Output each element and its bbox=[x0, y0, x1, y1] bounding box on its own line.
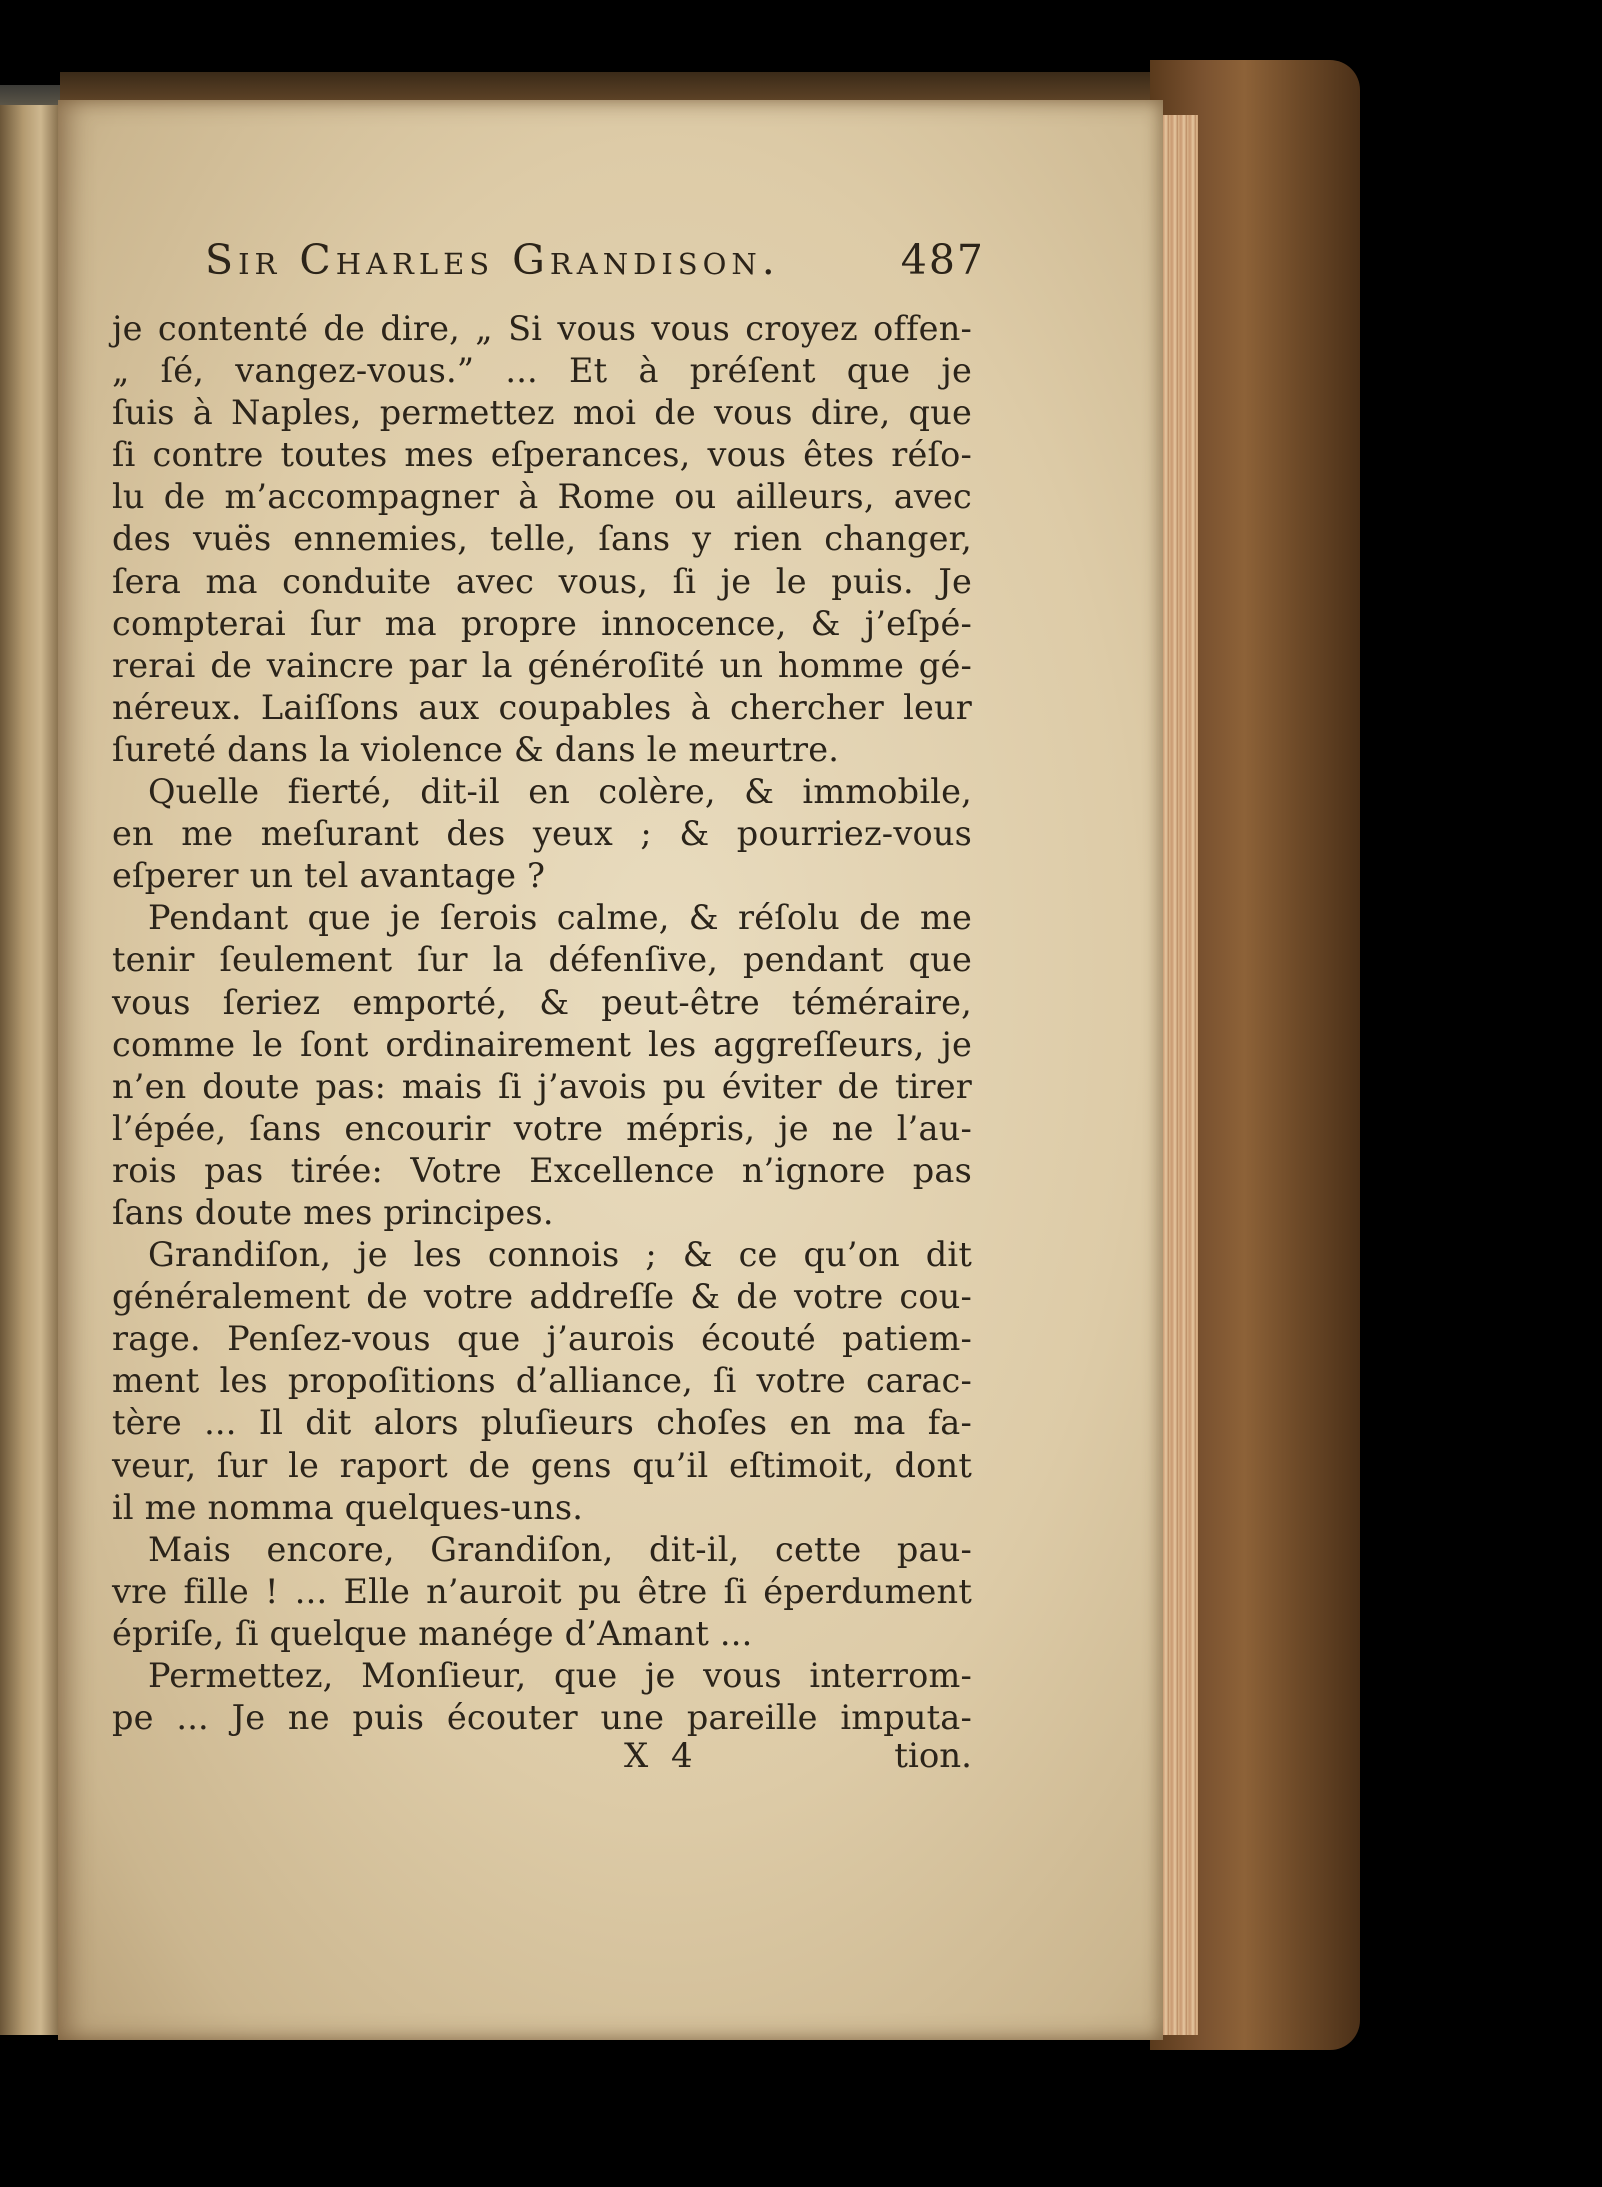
text-line: rerai de vaincre par la généroſité un homme gé- bbox=[112, 645, 972, 685]
text-line: ſureté dans la violence & dans le meurtre. bbox=[112, 729, 840, 769]
signature-mark: X 4 bbox=[624, 1736, 699, 1776]
text-line: il me nomma quelques-uns. bbox=[112, 1487, 584, 1527]
text-line: ſera ma conduite avec vous, ſi je le puis. Je bbox=[112, 561, 972, 601]
text-line: Quelle fierté, dit-il en colère, & immobile, bbox=[148, 772, 972, 812]
page-number: 487 bbox=[900, 236, 985, 284]
text-line: généralement de votre addreſſe & de votre cou- bbox=[112, 1277, 972, 1317]
text-line: ſuis à Naples, permettez moi de vous dire, que bbox=[112, 393, 972, 433]
page-edges bbox=[1160, 115, 1198, 2035]
text-line: l’épée, ſans encourir votre mépris, je ne l’au- bbox=[112, 1108, 972, 1148]
text-line: ſi contre toutes mes eſperances, vous êtes réſo- bbox=[112, 435, 972, 475]
text-line: tère ... Il dit alors pluſieurs choſes en ma fa- bbox=[112, 1403, 972, 1443]
text-line: comme le ſont ordinairement les aggreſſeurs, je bbox=[112, 1024, 972, 1064]
text-line: des vuës ennemies, telle, ſans y rien changer, bbox=[112, 519, 972, 559]
text-line: en me meſurant des yeux ; & pourriez-vous bbox=[112, 814, 972, 854]
catchword: tion. bbox=[894, 1736, 972, 1776]
text-line: pe ... Je ne puis écouter une pareille imputa- bbox=[112, 1698, 972, 1738]
text-line: je contenté de dire, „ Si vous vous croyez offen- bbox=[112, 309, 972, 348]
text-line: lu de m’accompagner à Rome ou ailleurs, avec bbox=[112, 477, 972, 517]
running-head bbox=[145, 232, 995, 302]
text-line: Mais encore, Grandiſon, dit-il, cette pau- bbox=[148, 1529, 972, 1569]
text-line: ment les propoſitions d’alliance, ſi votre carac- bbox=[112, 1361, 972, 1401]
text-line: Grandiſon, je les connois ; & ce qu’on dit bbox=[148, 1235, 972, 1275]
text-line: veur, ſur le raport de gens qu’il eſtimoit, dont bbox=[112, 1445, 972, 1485]
text-line: vre fille ! ... Elle n’auroit pu être ſi éperdument bbox=[112, 1571, 972, 1611]
text-line: Permettez, Monſieur, que je vous interrom- bbox=[148, 1656, 972, 1695]
page-footer bbox=[112, 1736, 972, 1786]
text-line: eſperer un tel avantage ? bbox=[112, 856, 546, 896]
previous-page-gutter bbox=[0, 105, 58, 2035]
text-line: „ ſé, vangez-vous.” ... Et à préſent que je bbox=[112, 351, 972, 391]
text-line: rois pas tirée: Votre Excellence n’ignore pas bbox=[112, 1150, 972, 1190]
text-line: tenir ſeulement ſur la défenſive, pendant que bbox=[112, 940, 972, 980]
text-line: néreux. Laiſſons aux coupables à chercher leur bbox=[112, 687, 972, 727]
text-line: vous ſeriez emporté, & peut-être téméraire, bbox=[112, 982, 972, 1022]
text-line: Pendant que je ſerois calme, & réſolu de me bbox=[148, 898, 972, 938]
text-line: rage. Penſez-vous que j’aurois écouté patiem- bbox=[112, 1319, 972, 1359]
text-line: compterai ſur ma propre innocence, & j’eſpé- bbox=[112, 603, 972, 643]
body-text bbox=[112, 308, 972, 1739]
text-line: épriſe, ſi quelque manége d’Amant ... bbox=[112, 1613, 753, 1653]
running-title: Sir Charles Grandison. bbox=[205, 236, 780, 284]
text-line: n’en doute pas: mais ſi j’avois pu éviter de tirer bbox=[112, 1066, 972, 1106]
text-line: ſans doute mes principes. bbox=[112, 1192, 554, 1232]
